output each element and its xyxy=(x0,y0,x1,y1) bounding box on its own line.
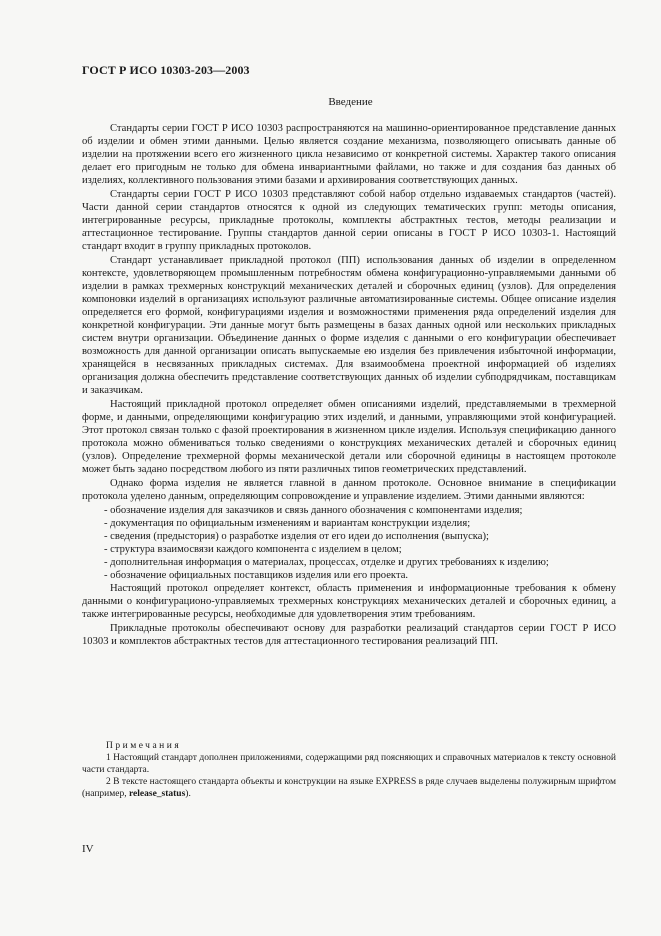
paragraph: Настоящий прикладной протокол определяет обмен описаниями изделий, представляемыми в трехмерной форме, и данными, определяющими конфигурацию этих изделий, и данными, управляющими этой конфигурацией. Этот протокол связан только с фазой проектирования в жизненном цикле изделия. Используя спецификацию данного протокола можно обмениваться только сведениями о конструкциях механических деталей и сборочных единиц (узлов). Определение трехмерной формы механической детали или сборочной единицы в настоящем протоколе может быть задано посредством любого из пяти различных типов геометрических представлений. xyxy=(82,399,616,475)
list-item: - обозначение официальных поставщиков изделия или его проекта. xyxy=(104,570,409,581)
note-2-prefix: 2 В тексте настоящего стандарта объекты и конструкции на языке EXPRESS в ряде случаев выделены полужирным шрифтом (например, xyxy=(82,777,616,799)
list-item: - структура взаимосвязи каждого компонента с изделием в целом; xyxy=(104,544,402,555)
list-item: - обозначение изделия для заказчиков и связь данного обозначения с компонентами изделия; xyxy=(104,505,523,516)
paragraph: Стандарты серии ГОСТ Р ИСО 10303 представляют собой набор отдельно издаваемых стандартов (частей). Части данной серии стандартов относятся к одной из следующих тематических групп: методы описания, интегрированные ресурсы, прикладные протоколы, комплекты абстрактных тестов, методы реализации и аттестационное тестирование. Группы стандартов данной серии описаны в ГОСТ Р ИСО 10303-1. Настоящий стандарт входит в группу прикладных протоколов. xyxy=(82,189,616,252)
paragraph: Прикладные протоколы обеспечивают основу для разработки реализаций стандартов серии ГОСТ Р ИСО 10303 и комплектов абстрактных тестов для аттестационного тестирования реализаций ПП. xyxy=(82,623,616,647)
document-header: ГОСТ Р ИСО 10303-203—2003 xyxy=(82,63,250,77)
paragraph: Настоящий протокол определяет контекст, область применения и информационные требования к обмену данными о конфигурационо-управляемых трехмерных конструкциях механических деталей и сборочных единиц, а также интегрированные ресурсы, необходимые для удовлетворения этим требованиям. xyxy=(82,583,616,620)
list-item: - сведения (предыстория) о разработке изделия от его идеи до исполнения (выпуска); xyxy=(104,531,489,542)
page-number: IV xyxy=(82,843,94,855)
list-item: - дополнительная информация о материалах, процессах, отделке и других требованиях к изделию; xyxy=(104,557,549,568)
section-title: Введение xyxy=(328,96,373,108)
note-1: 1 Настоящий стандарт дополнен приложениями, содержащими ряд поясняющих и справочных материалов к тексту основной части стандарта. xyxy=(82,753,616,775)
notes-heading: Примечания xyxy=(106,741,182,751)
note-2-suffix: ). xyxy=(185,789,191,799)
note-2 xyxy=(82,776,616,800)
note-2-bold-example: release_status xyxy=(129,789,186,799)
paragraph: Стандарты серии ГОСТ Р ИСО 10303 распространяются на машинно-ориентированное представление данных об изделии и обмен этими данными. Целью является создание механизма, позволяющего описывать данные об изделии на протяжении всего его жизненного цикла независимо от конкретной системы. Характер такого описания делает его пригодным не только для обмена инвариантными файлами, но также и для создания баз данных об изделиях, коллективного пользования этими базами и архивирования соответствующих данных. xyxy=(82,123,616,186)
list-item: - документация по официальным изменениям и вариантам конструкции изделия; xyxy=(104,518,471,529)
notes-block xyxy=(82,740,616,800)
paragraph: Однако форма изделия не является главной в данном протоколе. Основное внимание в спецификации протокола уделено данным, определяющим сопровождение и управление изделием. Этими данными являются: xyxy=(82,478,616,502)
body-text xyxy=(82,122,616,649)
paragraph: Стандарт устанавливает прикладной протокол (ПП) использования данных об изделии в определенном контексте, удовлетворяющем промышленным потребностям обмена конфигурационно-управляемыми данными об изделии в рамках трехмерных конструкций механических деталей и сборочных единиц (узлов). Для определения компоновки изделий в организациях используют различные автоматизированные системы. Общее описание изделия определяется его формой, конфигурациями изделия и возможностями применения ряда определений изделия для конкретной конфигурации. Эти данные могут быть размещены в базах данных одной или нескольких прикладных систем внутри организации. Объединение данных о форме изделия с данными о его конфигурации обеспечивает возможность для данной организации описать выпускаемые ею изделия без привлечения избыточной информации, хранящейся в несвязанных прикладных системах. Для взаимообмена проектной информацией об изделиях организация должна обеспечить представление соответствующих данных об изделии субподрядчикам, поставщикам и заказчикам. xyxy=(82,255,616,396)
